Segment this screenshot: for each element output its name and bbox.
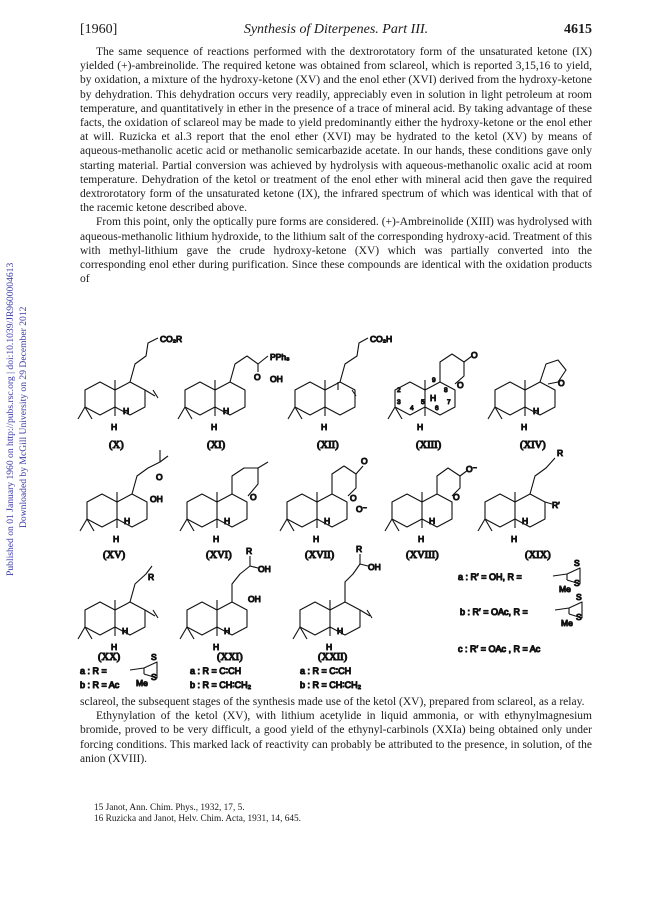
atom-label: O⁻: [466, 464, 478, 474]
publication-notice[interactable]: Published on 01 January 1960 on http://pubs.rsc.org | doi:10.1039/JR9600004613: [5, 262, 16, 576]
atom-label: OH: [368, 562, 381, 572]
compound-label: (X): [109, 440, 124, 451]
structure-xiii: [388, 350, 478, 451]
atom-label: OH: [258, 564, 271, 574]
ring-number: 2: [397, 387, 401, 394]
ring-number: 8: [444, 387, 448, 394]
atom-label: O: [254, 372, 261, 382]
atom-label: OH: [248, 594, 261, 604]
atom-label: CO₂H: [370, 334, 393, 344]
atom-label: O: [457, 380, 464, 390]
atom-label: H: [313, 534, 320, 544]
xix-option-b: b : R′ = OAc, R =: [460, 607, 528, 617]
atom-label: O: [361, 456, 368, 466]
body-text-bottom: [80, 695, 592, 766]
structure-xix: [478, 448, 563, 561]
atom-label: H: [417, 422, 424, 432]
atom-label: OH: [150, 494, 163, 504]
atom-label: H: [326, 642, 333, 652]
atom-label: S: [574, 558, 580, 568]
header-page-number: 4615: [564, 22, 592, 37]
atom-label: S: [576, 592, 582, 602]
ring-number: 9: [432, 377, 436, 384]
xix-options: [458, 558, 582, 654]
xxi-option-b: b : R = CH∶CH₂: [190, 680, 252, 690]
compound-label: (XXII): [318, 652, 348, 663]
compound-label: (XIV): [520, 440, 546, 451]
atom-label: H: [213, 534, 220, 544]
compound-label: (XI): [207, 440, 226, 451]
atom-label: H: [123, 406, 130, 416]
atom-label: S: [151, 672, 157, 682]
atom-label: H: [223, 406, 230, 416]
atom-label: H: [224, 626, 231, 636]
atom-label: R: [148, 572, 155, 582]
atom-label: H: [430, 393, 437, 403]
structure-scheme: [80, 334, 592, 692]
atom-label: R: [557, 448, 564, 458]
atom-label: S: [576, 612, 582, 622]
page-header: [80, 22, 592, 40]
compound-label: (XIII): [416, 440, 442, 451]
footnote-15: 15 Janot, Ann. Chim. Phys., 1932, 17, 5.: [94, 803, 245, 813]
xxii-option-b: b : R = CH∶CH₂: [300, 680, 362, 690]
structure-x: [78, 334, 182, 451]
footnote-16: 16 Ruzicka and Janot, Helv. Chim. Acta, 1931, 14, 645.: [94, 814, 301, 824]
download-source-notice: Downloaded by McGill University on 29 December 2012: [18, 306, 29, 528]
atom-label: H: [122, 626, 129, 636]
atom-label: H: [324, 516, 331, 526]
atom-label: H: [211, 422, 218, 432]
structure-xv: [80, 450, 168, 561]
paragraph: From this point, only the optically pure forms are considered. (+)-Ambreinolide (XIII) was hydrolysed with aqueous-methanolic lithium hydroxide, to the lithium salt of the corresponding hydroxy-acid. Treatment of this with methyl-lithium gave the crude hydroxy-ketone (XV) which was partially converted into the corresponding enol ether during purification. Since these compounds are identical with the oxidation products of: [80, 216, 592, 286]
atom-label: H: [521, 422, 528, 432]
atom-label: R: [246, 546, 253, 556]
compound-label: (XVIII): [406, 550, 439, 561]
atom-label: S: [574, 578, 580, 588]
atom-label: O: [558, 378, 565, 388]
header-title: Synthesis of Diterpenes. Part III.: [243, 22, 429, 37]
atom-label: O: [350, 493, 357, 503]
ring-number: 5: [421, 399, 425, 406]
paragraph: The same sequence of reactions performed with the dextrorotatory form of the unsaturated ketone (IX) yielded (+)-ambreinolide. The required ketone was obtained from sclareol, which is reported 3,15,16 to yield, by oxidation, a mixture of the hydroxy-ketone (XV) and the enol ether (XVI) derived from the hydroxy-ketone by dehydration. This dehydration occurs very readily, appreciably even in solution in light petroleum at room temperature, and quantitatively in ether in the presence of a trace of mineral acid. By taking advantage of these facts, the oxidation of sclareol may be made to yield predominantly either the hydroxy-ketone or the enol ether at will. Ruzicka et al.3 report that the enol ether (XVI) may be hydrated to the ketol (XV) by means of aqueous-methanolic acetic acid or methanolic semicarbazide acetate. In our hands, these conditions gave only starting material. Partial conversion was achieved by hydrolysis with aqueous-methanolic oxalic acid at room temperature. Dehydration of the ketol or treatment of the enol ether with mineral acid then gave the required dextrorotatory form of the unsaturated ketone (IX), the infrared spectrum of which was identical with that of the racemic ketone described above.: [80, 46, 592, 215]
atom-label: H: [213, 642, 220, 652]
ring-number: 4: [410, 405, 414, 412]
atom-label: H: [418, 534, 425, 544]
compound-label: (XXI): [217, 652, 243, 663]
atom-label: Me: [136, 678, 148, 688]
structure-xi: [178, 352, 290, 451]
body-text-top: [80, 45, 592, 286]
structure-xviii: [385, 464, 478, 561]
atom-label: H: [337, 626, 344, 636]
atom-label: O⁻: [356, 504, 368, 514]
atom-label: H: [321, 422, 328, 432]
atom-label: H: [429, 516, 436, 526]
atom-label: O: [453, 492, 460, 502]
structure-xxi: [180, 546, 271, 690]
xix-option-a: a : R′ = OH, R =: [458, 572, 522, 582]
compound-label: (XVI): [206, 550, 232, 561]
structure-xiv: [488, 360, 566, 451]
atom-label: S: [151, 652, 157, 662]
atom-label: R: [356, 544, 363, 554]
atom-label: H: [533, 406, 540, 416]
atom-label: O: [250, 492, 257, 502]
xix-option-c: c : R′ = OAc , R = Ac: [458, 644, 541, 654]
compound-label: (XIX): [525, 550, 551, 561]
ring-number: 7: [447, 399, 451, 406]
atom-label: CO₂R: [160, 334, 183, 344]
atom-label: H: [224, 516, 231, 526]
structure-xvii: [280, 456, 368, 561]
structure-xxii: [293, 544, 381, 690]
compound-label: (XVII): [305, 550, 335, 561]
atom-label: OH: [270, 374, 283, 384]
xxii-option-a: a : R = C∶CH: [300, 666, 352, 676]
paragraph: sclareol, the subsequent stages of the synthesis made use of the ketol (XV), prepared from sclareol, as a relay.: [80, 696, 585, 708]
atom-label: H: [113, 534, 120, 544]
compound-label: (XII): [317, 440, 339, 451]
compound-label: (XX): [98, 652, 121, 663]
atom-label: H: [522, 516, 529, 526]
xxi-option-a: a : R = C∶CH: [190, 666, 242, 676]
xx-option-b: b : R = Ac: [80, 680, 120, 690]
download-notice: [3, 198, 31, 578]
structure-xii: [288, 334, 392, 451]
ring-number: 3: [397, 399, 401, 406]
header-year: [1960]: [80, 22, 118, 37]
atom-label: O: [156, 472, 163, 482]
atom-label: H: [111, 642, 118, 652]
structure-xvi: [180, 462, 268, 561]
ring-number: 6: [435, 405, 439, 412]
atom-label: Me: [561, 618, 573, 628]
atom-label: O: [471, 350, 478, 360]
compound-label: (XV): [103, 550, 126, 561]
atom-label: H: [511, 534, 518, 544]
atom-label: R′: [552, 500, 560, 510]
footnotes: [80, 803, 592, 825]
xx-option-a: a : R =: [80, 666, 107, 676]
structure-xx: [78, 566, 158, 690]
atom-label: PPh₃: [270, 352, 290, 362]
atom-label: H: [111, 422, 118, 432]
paragraph: Ethynylation of the ketol (XV), with lithium acetylide in liquid ammonia, or with ethynylmagnesium bromide, proved to be very difficult, a good yield of the ethynyl-carbinols (XXIa) being obtained only under forcing conditions. This marked lack of reactivity can probably be attributed to the presence, in solution, of the anion (XVIII).: [80, 710, 592, 765]
atom-label: Me: [559, 584, 571, 594]
atom-label: H: [124, 516, 131, 526]
